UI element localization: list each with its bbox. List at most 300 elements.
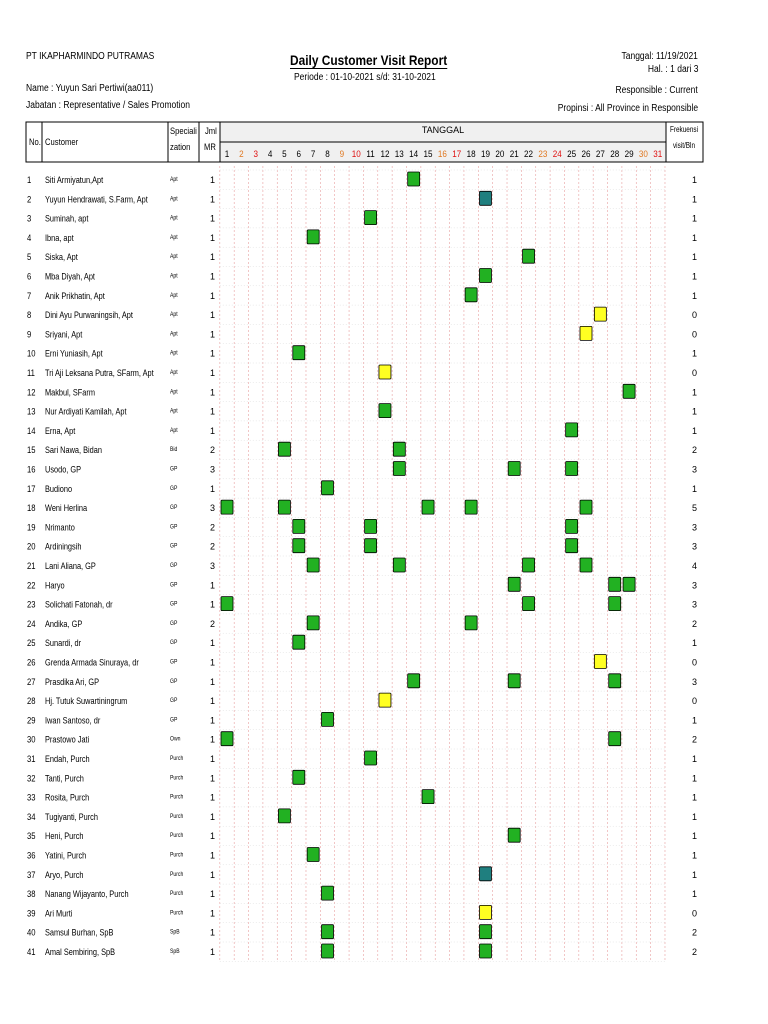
visit-frequency: 3 xyxy=(691,599,697,610)
visit-frequency: 1 xyxy=(691,889,697,900)
visit-marker xyxy=(365,211,377,225)
customer-name: Iwan Santoso, dr xyxy=(45,715,101,726)
day-number: 26 xyxy=(581,148,591,160)
row-number: 8 xyxy=(27,309,32,321)
specialization: GP xyxy=(170,639,178,647)
table-row xyxy=(27,462,697,476)
specialization: GP xyxy=(170,601,178,608)
visit-marker xyxy=(609,577,621,591)
visit-frequency: 4 xyxy=(691,561,697,571)
customer-name: Ari Murti xyxy=(45,908,73,919)
visit-frequency: 1 xyxy=(691,638,697,649)
report-period: Periode : 01-10-2021 s/d: 31-10-2021 xyxy=(294,72,436,83)
customer-name: Sriyani, Apt xyxy=(45,329,83,340)
day-number: 10 xyxy=(351,148,361,160)
day-number: 8 xyxy=(325,148,330,160)
visit-frequency: 1 xyxy=(691,792,697,803)
visit-marker xyxy=(293,635,305,649)
table-row xyxy=(27,616,697,630)
visit-marker xyxy=(566,519,578,533)
jml-mr: 1 xyxy=(210,232,216,243)
table-row xyxy=(27,326,697,340)
visit-marker xyxy=(307,848,319,862)
jml-mr: 1 xyxy=(210,599,216,610)
customer-name: Prasdika Ari, GP xyxy=(45,677,100,687)
jml-mr: 1 xyxy=(210,310,216,321)
specialization: Apt xyxy=(170,388,178,396)
report-title: Daily Customer Visit Report xyxy=(290,52,448,68)
specialization: Purch xyxy=(170,852,184,859)
visit-frequency: 2 xyxy=(691,947,697,957)
customer-name: Grenda Armada Sinuraya, dr xyxy=(45,657,139,668)
specialization: Purch xyxy=(170,910,184,917)
row-number: 6 xyxy=(27,270,32,282)
other-marker xyxy=(479,191,491,205)
specialization: Apt xyxy=(170,427,178,435)
day-number: 27 xyxy=(595,148,605,160)
row-number: 26 xyxy=(27,656,36,668)
planned-marker xyxy=(594,655,606,669)
specialization: GP xyxy=(170,562,178,570)
jml-mr: 1 xyxy=(210,715,216,726)
row-number: 37 xyxy=(27,869,36,880)
visit-frequency: 1 xyxy=(691,425,697,436)
visit-frequency: 0 xyxy=(691,696,697,707)
visit-frequency: 1 xyxy=(691,773,697,784)
day-number: 16 xyxy=(437,148,447,160)
jml-mr: 2 xyxy=(210,618,216,629)
table-row xyxy=(27,307,697,321)
day-number: 29 xyxy=(624,148,634,160)
jml-mr: 1 xyxy=(210,580,216,591)
visit-marker xyxy=(523,558,535,572)
jml-mr: 1 xyxy=(210,657,216,668)
customer-name: Heni, Purch xyxy=(45,831,84,842)
visit-frequency: 1 xyxy=(691,850,697,861)
visit-frequency: 1 xyxy=(691,811,697,822)
province-filter: Propinsi : All Province in Responsible xyxy=(557,103,698,114)
visit-frequency: 0 xyxy=(691,908,697,919)
row-number: 5 xyxy=(27,251,32,263)
table-row xyxy=(27,732,697,746)
visit-marker xyxy=(365,751,377,765)
table-row xyxy=(27,481,697,495)
jml-mr: 1 xyxy=(210,368,216,378)
col-no-header: No. xyxy=(29,136,41,148)
jml-mr: 1 xyxy=(210,754,216,764)
table-row xyxy=(27,712,697,726)
row-number: 11 xyxy=(27,367,35,379)
day-number: 30 xyxy=(638,148,648,160)
table-row xyxy=(27,230,697,244)
row-number: 34 xyxy=(27,811,36,823)
day-number: 20 xyxy=(495,148,505,160)
jml-mr: 1 xyxy=(210,406,216,417)
table-row xyxy=(27,577,697,591)
row-number: 12 xyxy=(27,386,36,398)
day-number: 24 xyxy=(552,148,562,160)
row-number: 15 xyxy=(27,444,36,456)
visit-marker xyxy=(422,790,434,804)
row-number: 22 xyxy=(27,579,36,591)
col-frequency-header: Frekuensi xyxy=(669,124,699,135)
table-row xyxy=(27,655,697,669)
table-row xyxy=(27,635,697,649)
specialization: Apt xyxy=(170,369,178,377)
visit-marker xyxy=(278,442,290,456)
visit-frequency: 1 xyxy=(691,232,697,243)
row-number: 30 xyxy=(27,734,36,745)
specialization: GP xyxy=(170,485,178,492)
specialization: Apt xyxy=(170,176,178,184)
jml-mr: 1 xyxy=(210,252,216,263)
specialization: Purch xyxy=(170,890,184,898)
customer-name: Erna, Apt xyxy=(45,426,76,437)
row-number: 33 xyxy=(27,791,36,803)
visit-marker xyxy=(609,732,621,746)
row-number: 1 xyxy=(27,174,32,186)
jml-mr: 1 xyxy=(210,676,216,687)
row-number: 13 xyxy=(27,405,36,417)
jml-mr: 1 xyxy=(210,792,216,803)
row-number: 9 xyxy=(27,328,32,340)
visit-marker xyxy=(408,674,420,688)
day-number: 22 xyxy=(524,148,534,160)
specialization: Purch xyxy=(170,813,184,821)
customer-name: Yatini, Purch xyxy=(45,850,87,861)
visit-marker xyxy=(479,269,491,283)
planned-marker xyxy=(594,307,606,321)
responsible-filter: Responsible : Current xyxy=(615,85,698,96)
table-row xyxy=(27,886,697,900)
jml-mr: 1 xyxy=(210,425,216,436)
print-date: Tanggal: 11/19/2021 xyxy=(621,51,698,62)
jml-mr: 1 xyxy=(210,811,216,822)
visit-marker xyxy=(465,616,477,630)
col-frequency-header: visit/Bln xyxy=(672,140,696,151)
specialization: GP xyxy=(170,717,178,724)
visit-marker xyxy=(422,500,434,514)
page-number: Hal. : 1 dari 3 xyxy=(647,64,698,75)
visit-frequency: 1 xyxy=(691,348,697,359)
jml-mr: 1 xyxy=(210,889,216,900)
visit-marker xyxy=(508,828,520,842)
row-number: 4 xyxy=(27,232,32,244)
jml-mr: 1 xyxy=(210,638,216,649)
jml-mr: 3 xyxy=(210,503,216,514)
jml-mr: 1 xyxy=(210,869,216,880)
visit-marker xyxy=(393,462,405,476)
visit-frequency: 3 xyxy=(691,464,697,475)
visit-marker xyxy=(580,500,592,514)
rep-position: Jabatan : Representative / Sales Promotion xyxy=(26,100,190,111)
customer-name: Sunardi, dr xyxy=(45,638,82,649)
customer-name: Andika, GP xyxy=(45,619,83,630)
visit-marker xyxy=(566,423,578,437)
visit-frequency: 1 xyxy=(691,290,697,301)
visit-frequency: 0 xyxy=(691,657,697,668)
specialization: GP xyxy=(170,581,178,589)
row-number: 17 xyxy=(27,483,36,494)
visit-marker xyxy=(479,944,491,958)
table-row xyxy=(27,269,697,283)
customer-name: Nrimanto xyxy=(45,522,75,533)
row-number: 20 xyxy=(27,541,36,552)
specialization: Purch xyxy=(170,832,184,840)
visit-marker xyxy=(278,500,290,514)
specialization: Purch xyxy=(170,755,184,763)
visit-frequency: 1 xyxy=(691,175,697,185)
specialization: GP xyxy=(170,543,178,550)
specialization: Apt xyxy=(170,311,178,319)
jml-mr: 1 xyxy=(210,773,216,784)
col-tanggal-header: TANGGAL xyxy=(421,125,465,135)
row-number: 32 xyxy=(27,772,36,784)
planned-marker xyxy=(479,905,491,919)
visit-marker xyxy=(322,886,334,900)
table-row xyxy=(27,423,697,437)
table-row xyxy=(27,288,697,302)
visit-marker xyxy=(408,172,420,186)
specialization: Own xyxy=(170,736,181,743)
row-number: 18 xyxy=(27,502,36,514)
table-row xyxy=(27,558,697,572)
jml-mr: 1 xyxy=(210,329,216,340)
specialization: Apt xyxy=(170,215,178,222)
day-number: 31 xyxy=(653,148,663,160)
visit-frequency: 1 xyxy=(691,252,697,263)
planned-marker xyxy=(379,693,391,707)
visit-frequency: 3 xyxy=(691,541,697,552)
specialization: GP xyxy=(170,697,178,705)
specialization: GP xyxy=(170,659,178,666)
customer-name: Budiono xyxy=(45,484,73,494)
table-row xyxy=(27,674,697,688)
jml-mr: 1 xyxy=(210,483,216,494)
row-number: 41 xyxy=(27,946,36,958)
day-number: 5 xyxy=(282,148,287,160)
row-number: 36 xyxy=(27,849,36,861)
day-number: 6 xyxy=(296,148,302,160)
visit-frequency: 0 xyxy=(691,329,697,340)
customer-name: Dini Ayu Purwaningsih, Apt xyxy=(45,310,133,321)
customer-name: Tri Aji Leksana Putra, SFarm, Apt xyxy=(45,368,154,379)
visit-marker xyxy=(307,230,319,244)
row-number: 25 xyxy=(27,637,36,649)
customer-name: Anik Prikhatin, Apt xyxy=(45,291,105,301)
visit-marker xyxy=(293,770,305,784)
specialization: Purch xyxy=(170,774,184,782)
customer-name: Yuyun Hendrawati, S.Farm, Apt xyxy=(45,194,148,205)
jml-mr: 1 xyxy=(210,387,216,398)
customer-name: Weni Herlina xyxy=(45,503,88,514)
jml-mr: 2 xyxy=(210,445,216,456)
specialization: Apt xyxy=(170,253,178,261)
visit-frequency: 2 xyxy=(691,734,697,745)
day-number: 7 xyxy=(310,148,316,160)
specialization: Apt xyxy=(170,350,178,357)
row-number: 16 xyxy=(27,463,36,475)
specialization: GP xyxy=(170,678,178,685)
table-row xyxy=(27,172,697,186)
specialization: Apt xyxy=(170,195,178,203)
day-number: 17 xyxy=(452,148,462,160)
specialization: Apt xyxy=(170,234,178,242)
table-row xyxy=(27,693,697,707)
visit-marker xyxy=(307,558,319,572)
visit-frequency: 1 xyxy=(691,831,697,842)
visit-marker xyxy=(623,577,635,591)
specialization: GP xyxy=(170,466,178,473)
visit-frequency: 1 xyxy=(691,754,697,764)
visit-frequency: 0 xyxy=(691,368,697,378)
customer-name: Haryo xyxy=(45,580,65,591)
jml-mr: 3 xyxy=(210,561,216,571)
specialization: GP xyxy=(170,620,178,628)
col-specialization-header: Speciali xyxy=(170,125,197,137)
jml-mr: 1 xyxy=(210,734,216,745)
customer-name: Siti Armiyatun,Apt xyxy=(45,175,104,186)
visit-marker xyxy=(623,384,635,398)
visit-marker xyxy=(322,925,334,939)
specialization: Purch xyxy=(170,871,184,878)
jml-mr: 3 xyxy=(210,464,216,475)
customer-name: Mba Diyah, Apt xyxy=(45,271,95,282)
day-number: 11 xyxy=(366,148,375,160)
jml-mr: 1 xyxy=(210,348,216,359)
table-row xyxy=(27,365,697,379)
visit-marker xyxy=(523,249,535,263)
col-specialization-header: zation xyxy=(170,141,191,153)
table-row xyxy=(27,770,697,784)
jml-mr: 1 xyxy=(210,213,216,224)
customer-name: Prastowo Jati xyxy=(45,735,90,745)
table-row xyxy=(27,442,697,456)
table-row xyxy=(27,751,697,765)
row-number: 21 xyxy=(27,560,36,572)
visit-marker xyxy=(322,944,334,958)
row-number: 19 xyxy=(27,521,36,533)
day-number: 12 xyxy=(380,148,390,160)
visit-marker xyxy=(393,558,405,572)
specialization: GP xyxy=(170,524,178,531)
col-jml-header: Jml xyxy=(205,125,217,137)
visit-marker xyxy=(508,577,520,591)
jml-mr: 1 xyxy=(210,947,216,957)
row-number: 10 xyxy=(27,348,36,359)
visit-frequency: 1 xyxy=(691,271,697,282)
visit-marker xyxy=(479,925,491,939)
customer-name: Ardiningsih xyxy=(45,542,82,552)
day-number: 25 xyxy=(567,148,577,160)
jml-mr: 1 xyxy=(210,927,216,938)
specialization: Apt xyxy=(170,292,178,299)
row-number: 2 xyxy=(27,193,32,205)
visit-frequency: 1 xyxy=(691,213,697,224)
table-row xyxy=(27,346,697,360)
jml-mr: 1 xyxy=(210,290,216,301)
row-number: 23 xyxy=(27,598,36,610)
specialization: Purch xyxy=(170,794,184,801)
table-row xyxy=(27,211,697,225)
visit-frequency: 0 xyxy=(691,310,697,321)
col-jml-header: MR xyxy=(204,141,216,153)
day-number: 1 xyxy=(224,148,230,160)
table-row xyxy=(27,519,697,533)
visit-frequency: 1 xyxy=(691,406,697,417)
visit-marker xyxy=(293,346,305,360)
day-number: 2 xyxy=(239,148,244,160)
table-row xyxy=(27,867,697,881)
table-row xyxy=(27,925,697,939)
customer-name: Tugiyanti, Purch xyxy=(45,812,98,823)
jml-mr: 1 xyxy=(210,696,216,707)
visit-marker xyxy=(221,500,233,514)
visit-frequency: 3 xyxy=(691,522,697,533)
col-customer-header: Customer xyxy=(45,136,79,148)
day-number: 19 xyxy=(480,148,490,160)
visit-frequency: 2 xyxy=(691,618,697,629)
customer-name: Aryo, Purch xyxy=(45,870,84,880)
specialization: Apt xyxy=(170,273,178,280)
visit-frequency: 1 xyxy=(691,483,697,494)
visit-marker xyxy=(221,597,233,611)
day-number: 3 xyxy=(253,148,258,160)
visit-frequency: 1 xyxy=(691,194,697,205)
jml-mr: 2 xyxy=(210,522,216,533)
jml-mr: 1 xyxy=(210,175,216,185)
planned-marker xyxy=(379,365,391,379)
specialization: SpB xyxy=(170,948,180,956)
row-number: 28 xyxy=(27,695,36,707)
visit-marker xyxy=(379,404,391,418)
rep-name: Name : Yuyun Sari Pertiwi(aa011) xyxy=(26,83,154,94)
customer-name: Lani Aliana, GP xyxy=(45,561,96,572)
table-row xyxy=(27,249,697,263)
visit-marker xyxy=(508,462,520,476)
visit-marker xyxy=(609,674,621,688)
visit-marker xyxy=(609,597,621,611)
specialization: Bid xyxy=(170,446,178,454)
row-number: 24 xyxy=(27,618,36,630)
row-number: 3 xyxy=(27,212,32,224)
day-number: 15 xyxy=(423,148,433,160)
day-number: 18 xyxy=(466,148,476,160)
row-number: 38 xyxy=(27,888,36,900)
visit-marker xyxy=(307,616,319,630)
visit-frequency: 1 xyxy=(691,387,697,398)
customer-name: Endah, Purch xyxy=(45,754,90,765)
visit-frequency: 3 xyxy=(691,676,697,687)
day-number: 14 xyxy=(409,148,419,160)
visit-frequency: 1 xyxy=(691,715,697,726)
day-number: 28 xyxy=(610,148,620,160)
visit-frequency: 2 xyxy=(691,927,697,938)
visit-marker xyxy=(293,539,305,553)
jml-mr: 1 xyxy=(210,831,216,842)
customer-name: Nanang Wijayanto, Purch xyxy=(45,889,129,900)
customer-name: Usodo, GP xyxy=(45,464,82,475)
jml-mr: 1 xyxy=(210,194,216,205)
customer-name: Siska, Apt xyxy=(45,252,78,263)
specialization: Apt xyxy=(170,408,178,415)
visit-marker xyxy=(278,809,290,823)
row-number: 39 xyxy=(27,907,36,919)
visit-marker xyxy=(465,500,477,514)
day-number: 21 xyxy=(509,148,519,160)
customer-name: Rosita, Purch xyxy=(45,792,90,803)
row-number: 40 xyxy=(27,927,36,938)
